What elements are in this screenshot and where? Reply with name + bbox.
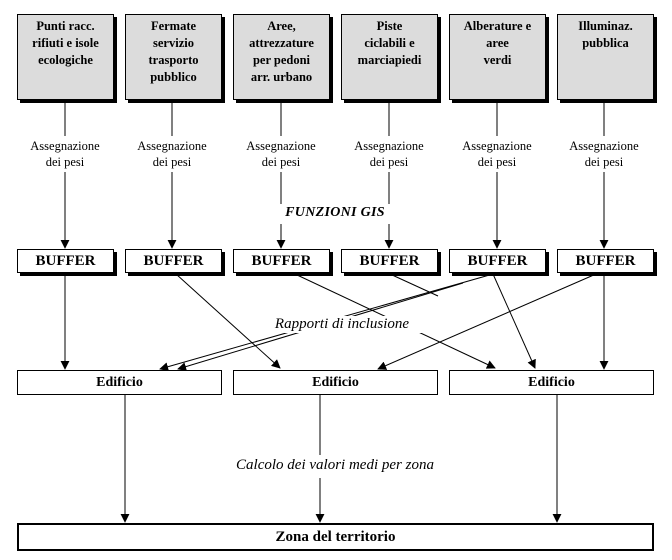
territory-zone-box: Zona del territorio xyxy=(17,523,654,551)
category-line: rifiuti e isole xyxy=(32,36,99,50)
zone-average-label: Calcolo dei valori medi per zona xyxy=(210,457,460,474)
category-line: servizio xyxy=(153,36,194,50)
weights-line: Assegnazione xyxy=(246,139,316,153)
category-line: attrezzature xyxy=(249,36,314,50)
category-line: Illuminaz. xyxy=(578,19,633,33)
category-line: arr. urbano xyxy=(250,70,313,84)
category-line: per pedoni xyxy=(252,53,311,67)
category-box-lighting xyxy=(557,14,654,100)
weights-line: dei pesi xyxy=(152,155,192,169)
weights-line: dei pesi xyxy=(477,155,517,169)
category-box-waste xyxy=(17,14,114,100)
category-line: aree xyxy=(486,36,509,50)
buffer-box: BUFFER xyxy=(125,249,222,273)
category-line: Piste xyxy=(376,19,403,33)
building-box: Edificio xyxy=(233,370,438,395)
category-line: Punti racc. xyxy=(36,19,95,33)
weights-label xyxy=(124,138,220,170)
weights-line: Assegnazione xyxy=(30,139,100,153)
category-box-transport xyxy=(125,14,222,100)
buffer-box: BUFFER xyxy=(17,249,114,273)
category-line: verdi xyxy=(483,53,512,67)
category-line: marciapiedi xyxy=(357,53,422,67)
buffer-box: BUFFER xyxy=(449,249,546,273)
buffer-box: BUFFER xyxy=(233,249,330,273)
building-box: Edificio xyxy=(449,370,654,395)
category-line: Alberature e xyxy=(463,19,532,33)
buffer-box: BUFFER xyxy=(557,249,654,273)
weights-label xyxy=(341,138,437,170)
weights-line: Assegnazione xyxy=(462,139,532,153)
weights-line: Assegnazione xyxy=(137,139,207,153)
category-box-greenery xyxy=(449,14,546,100)
weights-line: dei pesi xyxy=(45,155,85,169)
weights-line: dei pesi xyxy=(261,155,301,169)
weights-label xyxy=(556,138,652,170)
building-box: Edificio xyxy=(17,370,222,395)
category-line: pubblico xyxy=(150,70,197,84)
weights-line: dei pesi xyxy=(369,155,409,169)
category-line: trasporto xyxy=(148,53,199,67)
category-box-pedestrian-areas xyxy=(233,14,330,100)
category-box-cycle-paths xyxy=(341,14,438,100)
category-line: pubblica xyxy=(582,36,629,50)
weights-line: dei pesi xyxy=(584,155,624,169)
inclusion-relations-label: Rapporti di inclusione xyxy=(256,316,428,333)
weights-line: Assegnazione xyxy=(354,139,424,153)
category-line: ecologiche xyxy=(38,53,93,67)
category-line: Aree, xyxy=(267,19,296,33)
buffer-box: BUFFER xyxy=(341,249,438,273)
category-line: ciclabili e xyxy=(364,36,415,50)
connector-arrow xyxy=(493,274,535,368)
weights-line: Assegnazione xyxy=(569,139,639,153)
weights-label xyxy=(449,138,545,170)
weights-label xyxy=(17,138,113,170)
category-line: Fermate xyxy=(150,19,197,33)
gis-functions-label: FUNZIONI GIS xyxy=(285,205,385,220)
weights-label xyxy=(233,138,329,170)
